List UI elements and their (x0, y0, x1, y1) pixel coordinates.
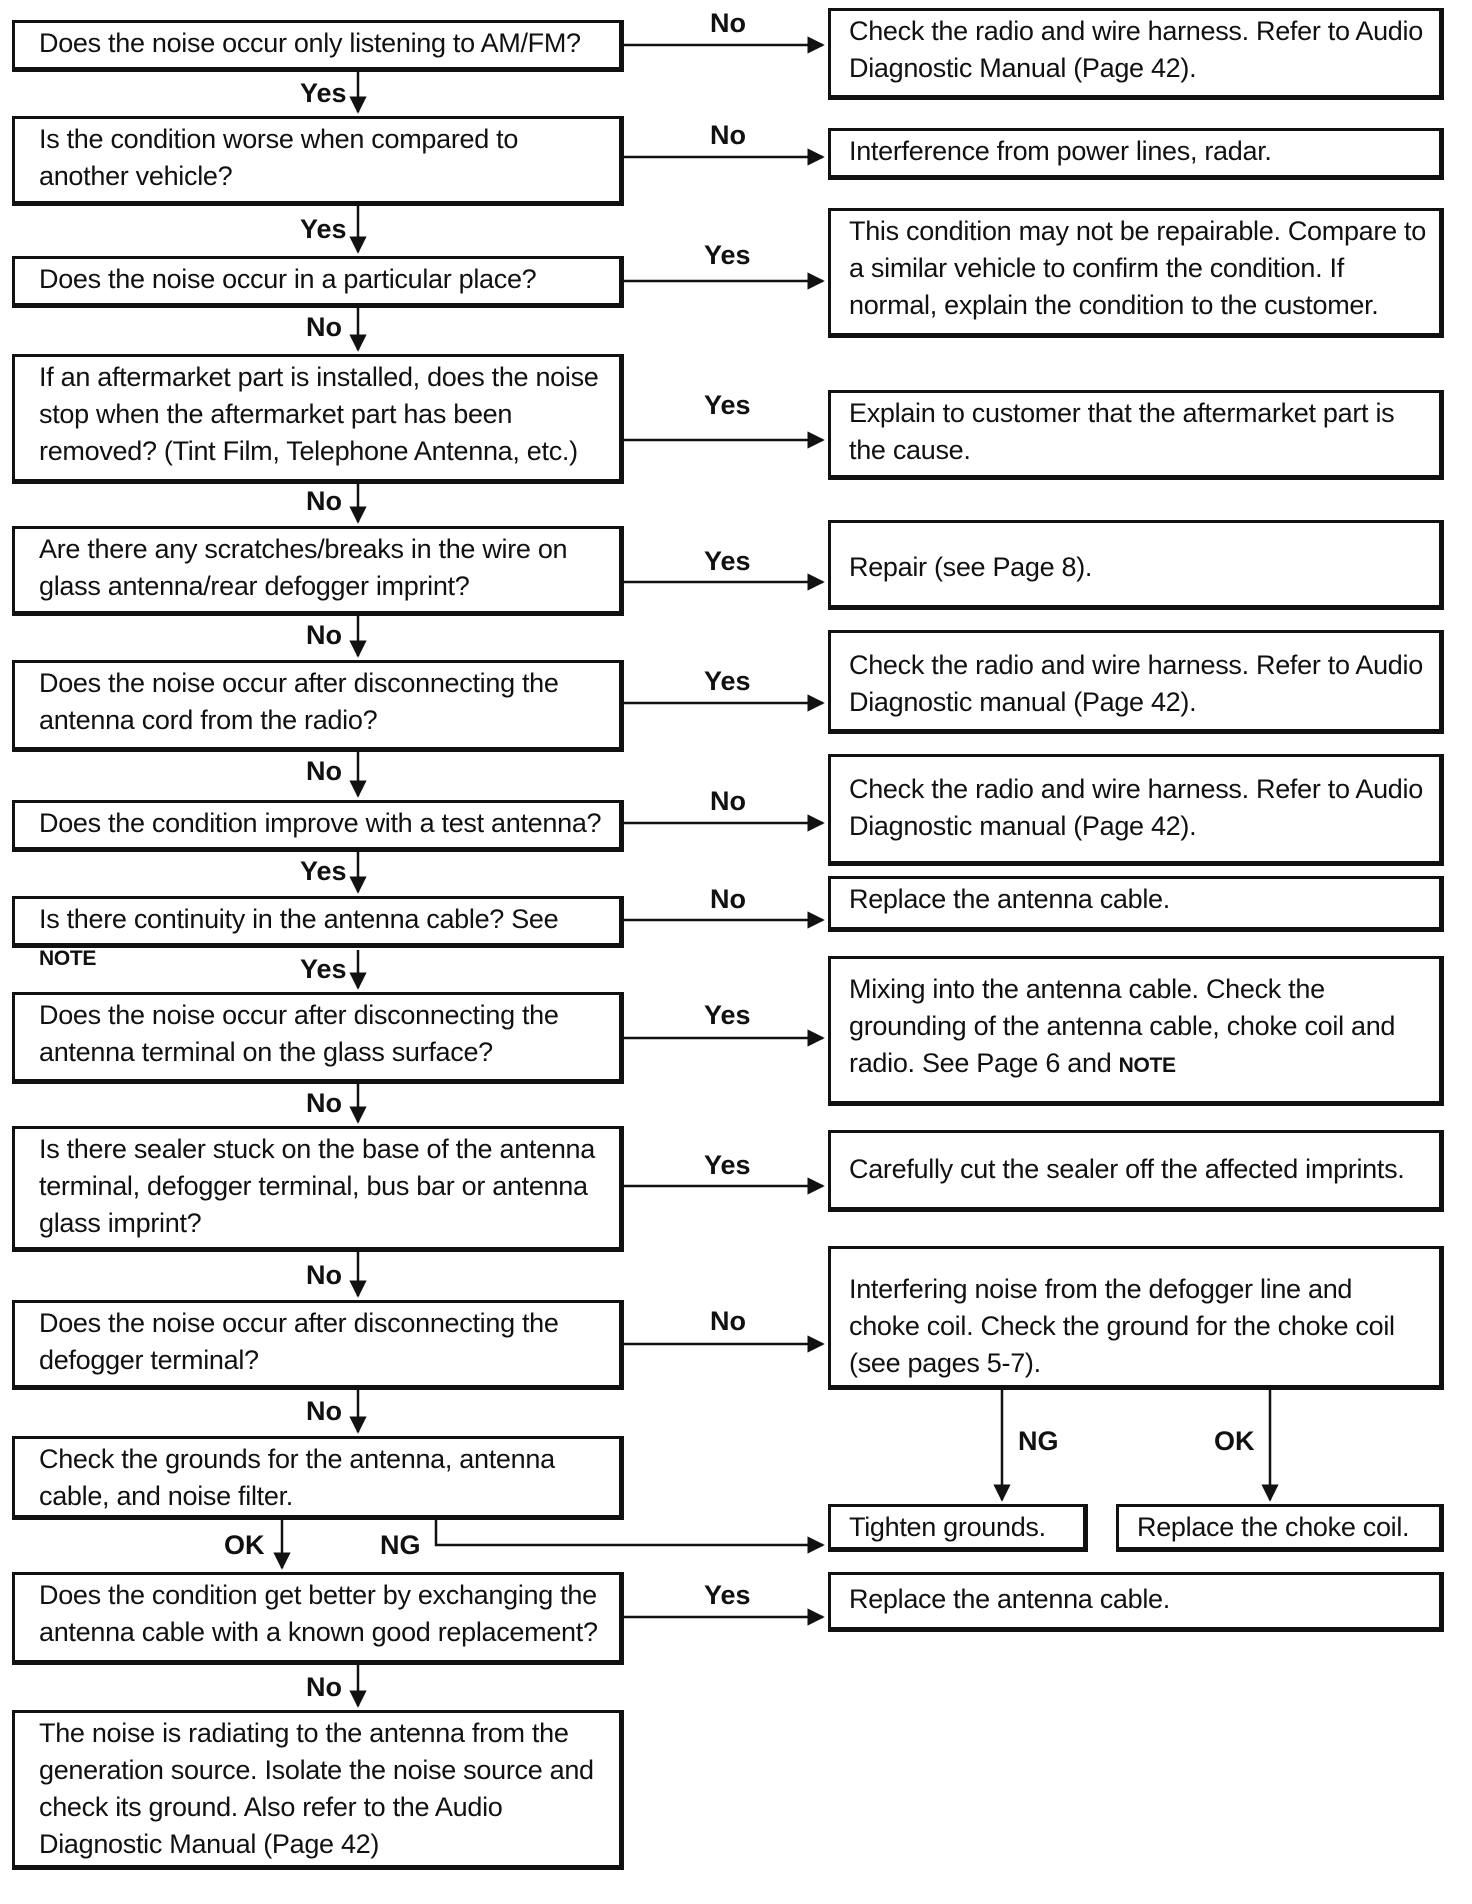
question-test-antenna (12, 800, 624, 852)
question-cord-text: Does the noise occur after disconnecting the antenna cord from the radio? (39, 668, 559, 735)
result-repair-text: Repair (see Page 8). (849, 552, 1093, 582)
label-q3-down: No (306, 312, 342, 342)
label-q5-down: No (306, 620, 342, 650)
question-aftermarket-text: If an aftermarket part is installed, does the noise stop when the aftermarket part has been removed? (Tint Film, Telephone Antenna, etc.) (39, 362, 599, 466)
question-test-antenna-text: Does the condition improve with a test antenna? (39, 808, 602, 838)
check-grounds-box (12, 1436, 624, 1520)
label-q2-down: Yes (300, 214, 347, 244)
label-q10-exit: Yes (704, 1150, 751, 1180)
label-q2-exit: No (710, 120, 746, 150)
result-cut-sealer (828, 1130, 1444, 1212)
result-tighten-text: Tighten grounds. (849, 1512, 1046, 1542)
label-q1-exit: No (710, 8, 746, 38)
label-q8-down: Yes (300, 954, 347, 984)
question-am-fm-text: Does the noise occur only listening to AM/FM? (39, 28, 581, 58)
label-q4-exit: Yes (704, 390, 751, 420)
question-exchange-cable (12, 1572, 624, 1665)
result-cut-sealer-text: Carefully cut the sealer off the affected imprints. (849, 1154, 1405, 1184)
question-particular-place (12, 256, 624, 308)
result-not-repairable (828, 208, 1444, 338)
result-aftermarket-cause (828, 390, 1444, 480)
label-q7-down: Yes (300, 856, 347, 886)
arrow-q12-tighten-ng (436, 1520, 823, 1545)
result-not-repairable-text: This condition may not be repairable. Compare to a similar vehicle to confirm the condition. If normal, explain the condition to the customer. (849, 216, 1426, 320)
result-check-radio-3 (828, 754, 1444, 866)
label-r11-ok: OK (1214, 1426, 1255, 1456)
result-defogger-interference (828, 1246, 1444, 1390)
label-q12-ok: OK (224, 1530, 265, 1560)
question-worse-than-other-vehicle (12, 116, 624, 206)
label-r11-ng: NG (1018, 1426, 1059, 1456)
label-q13-exit: Yes (704, 1580, 751, 1610)
result-replace-choke (1116, 1504, 1444, 1552)
question-disconnect-antenna-cord (12, 660, 624, 752)
final-noise-text: The noise is radiating to the antenna from the generation source. Isolate the noise source and check its ground. Also refer to the Audio Diagnostic Manual (Page 42) (39, 1718, 594, 1859)
question-scratches-text: Are there any scratches/breaks in the wire on glass antenna/rear defogger imprint? (39, 534, 568, 601)
result-check-radio-3-text: Check the radio and wire harness. Refer to Audio Diagnostic manual (Page 42). (849, 774, 1423, 841)
question-worse-text: Is the condition worse when compared to another vehicle? (39, 124, 519, 191)
question-disconnect-antenna-terminal (12, 992, 624, 1084)
result-defogger-text: Interfering noise from the defogger line and choke coil. Check the ground for the choke coil (see pages 5-7). (849, 1274, 1395, 1378)
question-continuity-note: NOTE (39, 947, 97, 970)
result-replace-cable-2 (828, 1572, 1444, 1632)
result-replace-cable-1 (828, 876, 1444, 932)
label-q6-exit: Yes (704, 666, 751, 696)
label-q3-exit: Yes (704, 240, 751, 270)
result-check-radio-1 (828, 8, 1444, 100)
question-place-text: Does the noise occur in a particular place? (39, 264, 537, 294)
question-continuity-text: Is there continuity in the antenna cable? See (39, 904, 559, 934)
label-q8-exit: No (710, 884, 746, 914)
result-mixing-cable (828, 956, 1444, 1106)
label-q11-exit: No (710, 1306, 746, 1336)
result-repair (828, 520, 1444, 610)
question-scratches-breaks (12, 526, 624, 616)
result-check-radio-2-text: Check the radio and wire harness. Refer to Audio Diagnostic manual (Page 42). (849, 650, 1423, 717)
question-defogger-text: Does the noise occur after disconnecting the defogger terminal? (39, 1308, 559, 1375)
label-q1-down: Yes (300, 78, 347, 108)
result-check-radio-1-text: Check the radio and wire harness. Refer to Audio Diagnostic Manual (Page 42). (849, 16, 1423, 83)
label-q12-ng: NG (380, 1530, 421, 1560)
question-terminal-text: Does the noise occur after disconnecting the antenna terminal on the glass surface? (39, 1000, 559, 1067)
result-check-radio-2 (828, 630, 1444, 734)
label-q13-down: No (306, 1672, 342, 1702)
final-noise-radiating-box (12, 1710, 624, 1870)
label-q6-down: No (306, 756, 342, 786)
question-sealer-text: Is there sealer stuck on the base of the antenna terminal, defogger terminal, bus bar or antenna glass imprint? (39, 1134, 595, 1238)
question-sealer-stuck (12, 1126, 624, 1252)
label-q4-down: No (306, 486, 342, 516)
result-tighten-grounds (828, 1504, 1088, 1552)
result-aftermarket-text: Explain to customer that the aftermarket part is the cause. (849, 398, 1395, 465)
result-choke-text: Replace the choke coil. (1137, 1512, 1410, 1542)
label-q5-exit: Yes (704, 546, 751, 576)
result-interference (828, 128, 1444, 180)
result-mixing-text: Mixing into the antenna cable. Check the grounding of the antenna cable, choke coil and radio. See Page 6 and (849, 974, 1396, 1078)
result-replace-cable-2-text: Replace the antenna cable. (849, 1584, 1170, 1614)
question-exchange-text: Does the condition get better by exchanging the antenna cable with a known good replacement? (39, 1580, 598, 1647)
question-am-fm (12, 20, 624, 72)
check-grounds-text: Check the grounds for the antenna, antenna cable, and noise filter. (39, 1444, 555, 1511)
question-aftermarket-part (12, 354, 624, 484)
label-q10-down: No (306, 1260, 342, 1290)
label-q7-exit: No (710, 786, 746, 816)
result-replace-cable-1-text: Replace the antenna cable. (849, 884, 1170, 914)
label-q9-down: No (306, 1088, 342, 1118)
result-mixing-note: NOTE (1118, 1054, 1176, 1077)
question-disconnect-defogger (12, 1300, 624, 1390)
label-q9-exit: Yes (704, 1000, 751, 1030)
result-interference-text: Interference from power lines, radar. (849, 136, 1272, 166)
label-q11-down: No (306, 1396, 342, 1426)
